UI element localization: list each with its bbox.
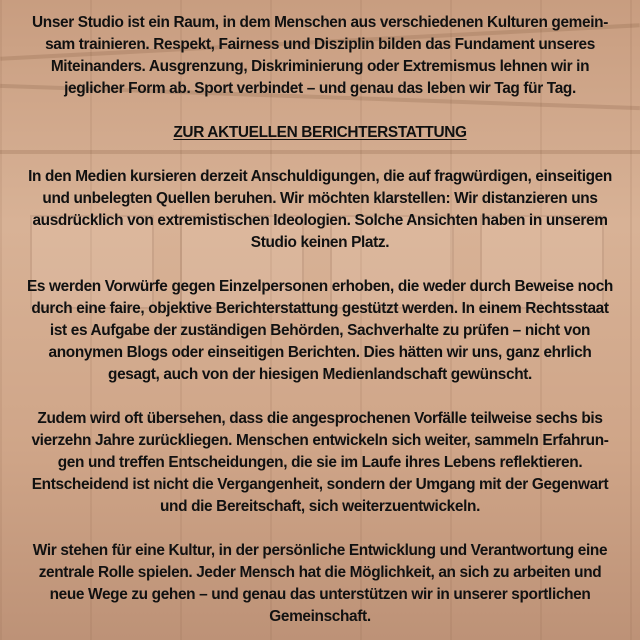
text-line: Es werden Vorwürfe gegen Einzelpersonen erhoben, die weder durch Beweise noch <box>27 278 613 295</box>
text-line: In den Medien kursieren derzeit Anschuldigungen, die auf fragwürdigen, einseitigen <box>28 168 612 185</box>
paragraph-intro <box>22 12 618 100</box>
text-line: zentrale Rolle spielen. Jeder Mensch hat die Möglichkeit, an sich zu arbeiten und <box>38 564 602 581</box>
paragraph-media <box>22 166 618 254</box>
text-line: sam trainieren. Respekt, Fairness und Disziplin bilden das Fundament unseres <box>45 36 595 53</box>
text-line: Gemeinschaft. <box>269 608 371 625</box>
text-line: und unbelegten Quellen beruhen. Wir möchten klarstellen: Wir distanzieren uns <box>42 190 598 207</box>
text-line: Entscheidend ist nicht die Vergangenheit, sondern der Umgang mit der Gegenwart <box>31 476 609 493</box>
statement-text <box>22 12 618 628</box>
paragraph-past <box>22 408 618 518</box>
paragraph-allegations <box>22 276 618 386</box>
text-line: Miteinanders. Ausgrenzung, Diskriminierung oder Extremismus lehnen wir in <box>50 58 590 75</box>
section-heading: ZUR AKTUELLEN BERICHTERSTATTUNG <box>173 124 467 141</box>
text-line: jeglicher Form ab. Sport verbindet – und genau das leben wir Tag für Tag. <box>64 80 576 97</box>
text-line: Studio keinen Platz. <box>250 234 390 251</box>
text-line: anonymen Blogs oder einseitigen Berichten. Dies hätten wir uns, ganz ehrlich <box>48 344 592 361</box>
paragraph-culture <box>22 540 618 628</box>
text-line: durch eine faire, objektive Berichterstattung gestützt werden. In einem Rechtsstaat <box>31 300 609 317</box>
text-line: gesagt, auch von der hiesigen Medienlandschaft gewünscht. <box>108 366 532 383</box>
text-line: Zudem wird oft übersehen, dass die angesprochenen Vorfälle teilweise sechs bis <box>37 410 603 427</box>
text-line: ist es Aufgabe der zuständigen Behörden, Sachverhalte zu prüfen – nicht von <box>49 322 591 339</box>
text-line: gen und treffen Entscheidungen, die sie im Laufe ihres Lebens reflektieren. <box>57 454 583 471</box>
text-line: ausdrücklich von extremistischen Ideologien. Solche Ansichten haben in unserem <box>32 212 608 229</box>
text-line: Wir stehen für eine Kultur, in der persönliche Entwicklung und Verantwortung eine <box>32 542 608 559</box>
text-line: Unser Studio ist ein Raum, in dem Menschen aus verschiedenen Kulturen gemein- <box>32 14 608 31</box>
text-line: vierzehn Jahre zurückliegen. Menschen entwickeln sich weiter, sammeln Erfahrun- <box>31 432 609 449</box>
text-line: und die Bereitschaft, sich weiterzuentwickeln. <box>159 498 480 515</box>
text-line: neue Wege zu gehen – und genau das unterstützen wir in unserer sportlichen <box>49 586 591 603</box>
